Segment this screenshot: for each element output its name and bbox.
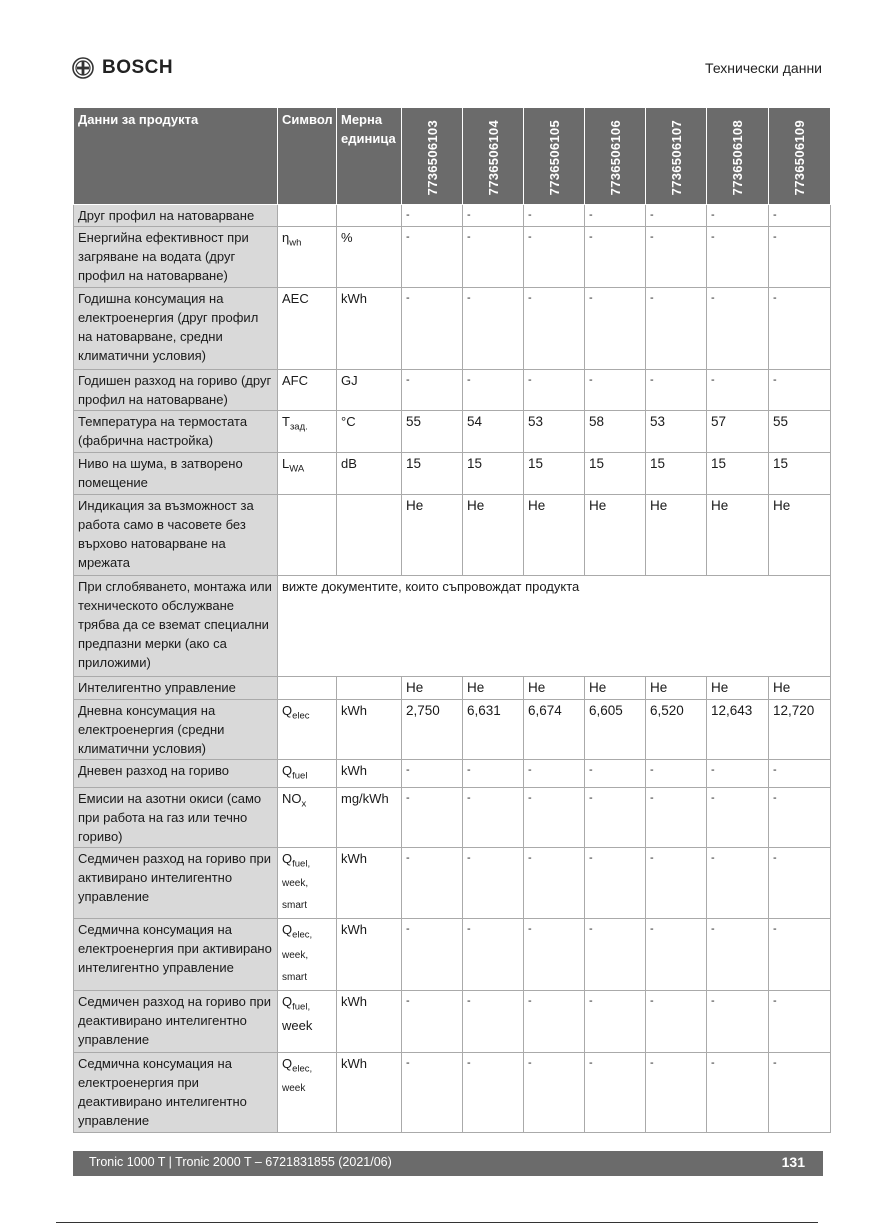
row-value: - bbox=[524, 787, 585, 847]
row-value: - bbox=[402, 370, 463, 411]
row-value: - bbox=[585, 990, 646, 1052]
page-footer bbox=[73, 1151, 823, 1176]
row-label: Индикация за възможност за работа само в часовете без върхово натоварване на мрежата bbox=[74, 495, 278, 576]
symbol-subscript: зад. bbox=[289, 421, 308, 433]
table-header-row bbox=[74, 108, 831, 205]
row-value: - bbox=[402, 847, 463, 919]
header-model: 7736506106 bbox=[585, 108, 646, 205]
row-value: Не bbox=[463, 677, 524, 700]
row-value: - bbox=[463, 227, 524, 288]
row-value: - bbox=[524, 919, 585, 991]
row-value: - bbox=[463, 787, 524, 847]
symbol-main: Q bbox=[282, 922, 293, 938]
row-label: Дневна консумация на електроенергия (средни климатични условия) bbox=[74, 700, 278, 760]
row-unit: kWh bbox=[337, 990, 402, 1052]
row-value: - bbox=[585, 919, 646, 991]
row-value: - bbox=[585, 288, 646, 370]
table-row bbox=[74, 227, 831, 288]
row-label: Друг профил на натоварване bbox=[74, 205, 278, 227]
table-row bbox=[74, 700, 831, 760]
product-data-table bbox=[73, 107, 831, 1133]
symbol-subscript-line: week, bbox=[282, 949, 309, 961]
row-label: Седмичен разход на гориво при деактивирано интелигентно управление bbox=[74, 990, 278, 1052]
page-header bbox=[0, 0, 873, 100]
row-label: Годишна консумация на електроенергия (друг профил на натоварване, средни климатични условия) bbox=[74, 288, 278, 370]
symbol-subscript: fuel, bbox=[292, 1001, 311, 1013]
row-value: - bbox=[524, 370, 585, 411]
row-value: Не bbox=[463, 495, 524, 576]
row-value: - bbox=[585, 1052, 646, 1132]
row-value: 6,520 bbox=[646, 700, 707, 760]
row-value: 55 bbox=[769, 411, 831, 453]
row-value: - bbox=[707, 227, 769, 288]
row-value: - bbox=[769, 370, 831, 411]
row-value: - bbox=[646, 1052, 707, 1132]
row-value: 15 bbox=[585, 453, 646, 495]
table-row bbox=[74, 370, 831, 411]
row-value: - bbox=[707, 787, 769, 847]
row-symbol bbox=[278, 495, 337, 576]
row-value: - bbox=[402, 787, 463, 847]
row-unit: % bbox=[337, 227, 402, 288]
symbol-main: η bbox=[282, 230, 290, 245]
row-unit: dB bbox=[337, 453, 402, 495]
row-value: - bbox=[646, 227, 707, 288]
merged-note: вижте документите, които съпровождат продукта bbox=[278, 576, 831, 677]
symbol-main: L bbox=[282, 456, 290, 471]
row-value: - bbox=[524, 1052, 585, 1132]
row-value: - bbox=[769, 919, 831, 991]
row-label: Седмична консумация на електроенергия при деактивирано интелигентно управление bbox=[74, 1052, 278, 1132]
row-value: Не bbox=[402, 677, 463, 700]
row-symbol bbox=[278, 847, 337, 919]
row-symbol bbox=[278, 205, 337, 227]
symbol-subscript: x bbox=[301, 798, 307, 810]
row-value: - bbox=[769, 990, 831, 1052]
symbol-subscript: elec bbox=[292, 710, 310, 722]
symbol-subscript: wh bbox=[289, 237, 302, 249]
row-value: - bbox=[585, 227, 646, 288]
header-model: 7736506109 bbox=[769, 108, 831, 205]
table-body bbox=[74, 205, 831, 1133]
footer-document-info: Tronic 1000 T | Tronic 2000 T – 6721831855 (2021/06) bbox=[89, 1155, 392, 1169]
row-value: - bbox=[707, 919, 769, 991]
row-value: - bbox=[769, 205, 831, 227]
row-value: Не bbox=[707, 677, 769, 700]
row-label: Седмична консумация на електроенергия при активирано интелигентно управление bbox=[74, 919, 278, 991]
row-value: 6,631 bbox=[463, 700, 524, 760]
row-unit: mg/kWh bbox=[337, 787, 402, 847]
row-value: - bbox=[463, 919, 524, 991]
symbol-main: Q bbox=[282, 763, 293, 778]
row-unit: GJ bbox=[337, 370, 402, 411]
row-value: - bbox=[646, 847, 707, 919]
symbol-subscript: elec, bbox=[292, 929, 313, 941]
bosch-armature-icon bbox=[72, 57, 94, 79]
row-value: - bbox=[769, 760, 831, 788]
row-label: Температура на термостата (фабрична настройка) bbox=[74, 411, 278, 453]
header-model: 7736506103 bbox=[402, 108, 463, 205]
row-value: Не bbox=[707, 495, 769, 576]
row-value: 6,674 bbox=[524, 700, 585, 760]
header-unit: Мерна единица bbox=[337, 108, 402, 205]
row-label: Емисии на азотни окиси (само при работа на газ или течно гориво) bbox=[74, 787, 278, 847]
row-value: - bbox=[585, 205, 646, 227]
row-value: Не bbox=[402, 495, 463, 576]
row-value: 6,605 bbox=[585, 700, 646, 760]
row-value: - bbox=[524, 990, 585, 1052]
row-value: 15 bbox=[707, 453, 769, 495]
row-value: - bbox=[463, 760, 524, 788]
symbol-subscript-line: week, bbox=[282, 878, 309, 890]
table-row bbox=[74, 990, 831, 1052]
row-value: - bbox=[463, 1052, 524, 1132]
symbol-main: T bbox=[282, 414, 290, 429]
row-value: 2,750 bbox=[402, 700, 463, 760]
row-value: 15 bbox=[769, 453, 831, 495]
symbol-main: NO bbox=[282, 790, 302, 806]
row-value: - bbox=[585, 760, 646, 788]
row-unit: kWh bbox=[337, 919, 402, 991]
row-symbol bbox=[278, 919, 337, 991]
symbol-main: Q bbox=[282, 1055, 293, 1071]
row-value: Не bbox=[646, 677, 707, 700]
row-value: - bbox=[769, 787, 831, 847]
row-unit bbox=[337, 677, 402, 700]
symbol-main: Q bbox=[282, 850, 293, 866]
symbol-subscript-line: week bbox=[282, 1083, 306, 1095]
row-symbol bbox=[278, 677, 337, 700]
table-row bbox=[74, 411, 831, 453]
row-symbol bbox=[278, 411, 337, 453]
row-symbol bbox=[278, 288, 337, 370]
row-label: Дневен разход на гориво bbox=[74, 760, 278, 788]
row-value: - bbox=[769, 1052, 831, 1132]
row-value: 15 bbox=[646, 453, 707, 495]
header-symbol: Символ bbox=[278, 108, 337, 205]
row-value: - bbox=[463, 847, 524, 919]
row-label: Седмичен разход на гориво при активирано интелигентно управление bbox=[74, 847, 278, 919]
row-value: - bbox=[707, 370, 769, 411]
row-value: 58 bbox=[585, 411, 646, 453]
row-value: - bbox=[524, 205, 585, 227]
row-symbol bbox=[278, 700, 337, 760]
row-value: - bbox=[707, 288, 769, 370]
row-value: Не bbox=[585, 677, 646, 700]
row-value: - bbox=[463, 205, 524, 227]
row-value: - bbox=[769, 847, 831, 919]
row-value: - bbox=[646, 990, 707, 1052]
row-symbol bbox=[278, 1052, 337, 1132]
section-title: Технически данни bbox=[705, 60, 822, 76]
symbol-main: Q bbox=[282, 703, 293, 718]
row-value: 57 bbox=[707, 411, 769, 453]
row-value: Не bbox=[585, 495, 646, 576]
row-label: Интелигентно управление bbox=[74, 677, 278, 700]
table-row bbox=[74, 677, 831, 700]
row-value: 55 bbox=[402, 411, 463, 453]
row-value: - bbox=[402, 919, 463, 991]
row-symbol bbox=[278, 990, 337, 1052]
symbol-subscript-line: smart bbox=[282, 971, 307, 983]
row-unit bbox=[337, 495, 402, 576]
row-value: - bbox=[524, 288, 585, 370]
row-unit: kWh bbox=[337, 1052, 402, 1132]
symbol-main: AFC bbox=[282, 373, 308, 388]
row-symbol bbox=[278, 370, 337, 411]
row-value: - bbox=[402, 990, 463, 1052]
row-label: Ниво на шума, в затворено помещение bbox=[74, 453, 278, 495]
table-row bbox=[74, 495, 831, 576]
row-value: Не bbox=[769, 495, 831, 576]
table-row bbox=[74, 205, 831, 227]
row-value: 12,643 bbox=[707, 700, 769, 760]
table-row bbox=[74, 288, 831, 370]
table-row bbox=[74, 1052, 831, 1132]
row-value: - bbox=[646, 205, 707, 227]
row-unit: kWh bbox=[337, 760, 402, 788]
row-value: Не bbox=[524, 677, 585, 700]
row-value: - bbox=[585, 370, 646, 411]
row-value: - bbox=[402, 288, 463, 370]
header-model: 7736506105 bbox=[524, 108, 585, 205]
row-value: - bbox=[646, 370, 707, 411]
row-unit bbox=[337, 205, 402, 227]
row-value: Не bbox=[769, 677, 831, 700]
row-value: 53 bbox=[524, 411, 585, 453]
symbol-subscript: WA bbox=[289, 463, 305, 475]
row-value: - bbox=[402, 227, 463, 288]
table-row bbox=[74, 453, 831, 495]
row-value: - bbox=[646, 760, 707, 788]
row-value: 15 bbox=[402, 453, 463, 495]
row-value: - bbox=[707, 847, 769, 919]
row-value: - bbox=[463, 990, 524, 1052]
row-value: - bbox=[402, 1052, 463, 1132]
row-symbol bbox=[278, 227, 337, 288]
row-value: Не bbox=[646, 495, 707, 576]
symbol-subscript: elec, bbox=[292, 1063, 313, 1075]
row-value: 54 bbox=[463, 411, 524, 453]
row-value: - bbox=[646, 919, 707, 991]
symbol-subscript: fuel bbox=[292, 770, 308, 782]
row-symbol bbox=[278, 453, 337, 495]
row-value: - bbox=[524, 847, 585, 919]
row-value: 12,720 bbox=[769, 700, 831, 760]
row-value: 53 bbox=[646, 411, 707, 453]
row-unit: °C bbox=[337, 411, 402, 453]
row-label: При сглобяването, монтажа или техническото обслужване трябва да се вземат специални предпазни мерки (ако са приложими) bbox=[74, 576, 278, 677]
row-value: - bbox=[769, 227, 831, 288]
header-product-data: Данни за продукта bbox=[74, 108, 278, 205]
row-value: - bbox=[707, 990, 769, 1052]
row-unit: kWh bbox=[337, 847, 402, 919]
table-row bbox=[74, 760, 831, 788]
row-value: - bbox=[646, 787, 707, 847]
row-value: - bbox=[463, 288, 524, 370]
row-value: - bbox=[646, 288, 707, 370]
bottom-divider bbox=[56, 1222, 818, 1223]
symbol-subscript: fuel, bbox=[292, 858, 311, 870]
bosch-logo bbox=[72, 57, 173, 79]
header-model: 7736506104 bbox=[463, 108, 524, 205]
row-value: 15 bbox=[463, 453, 524, 495]
row-value: - bbox=[524, 760, 585, 788]
row-value: - bbox=[463, 370, 524, 411]
brand-name: BOSCH bbox=[102, 57, 174, 78]
symbol-subscript-line: smart bbox=[282, 900, 307, 912]
row-value: 15 bbox=[524, 453, 585, 495]
row-label: Годишен разход на гориво (друг профил на натоварване) bbox=[74, 370, 278, 411]
row-value: - bbox=[524, 227, 585, 288]
symbol-main: AEC bbox=[282, 291, 309, 306]
row-value: - bbox=[585, 787, 646, 847]
row-value: - bbox=[402, 205, 463, 227]
row-label: Енергийна ефективност при загряване на водата (друг профил на натоварване) bbox=[74, 227, 278, 288]
row-value: - bbox=[707, 760, 769, 788]
row-value: - bbox=[707, 1052, 769, 1132]
row-symbol bbox=[278, 760, 337, 788]
row-unit: kWh bbox=[337, 288, 402, 370]
row-symbol bbox=[278, 787, 337, 847]
row-unit: kWh bbox=[337, 700, 402, 760]
row-value: - bbox=[585, 847, 646, 919]
header-model: 7736506107 bbox=[646, 108, 707, 205]
header-model: 7736506108 bbox=[707, 108, 769, 205]
row-value: - bbox=[707, 205, 769, 227]
page-number: 131 bbox=[781, 1154, 805, 1170]
table-row bbox=[74, 847, 831, 919]
table-row bbox=[74, 576, 831, 677]
row-value: - bbox=[402, 760, 463, 788]
row-value: - bbox=[769, 288, 831, 370]
table-row bbox=[74, 919, 831, 991]
table-row bbox=[74, 787, 831, 847]
symbol-main: Q bbox=[282, 993, 293, 1009]
symbol-subscript-line: week bbox=[282, 1018, 313, 1034]
row-value: Не bbox=[524, 495, 585, 576]
